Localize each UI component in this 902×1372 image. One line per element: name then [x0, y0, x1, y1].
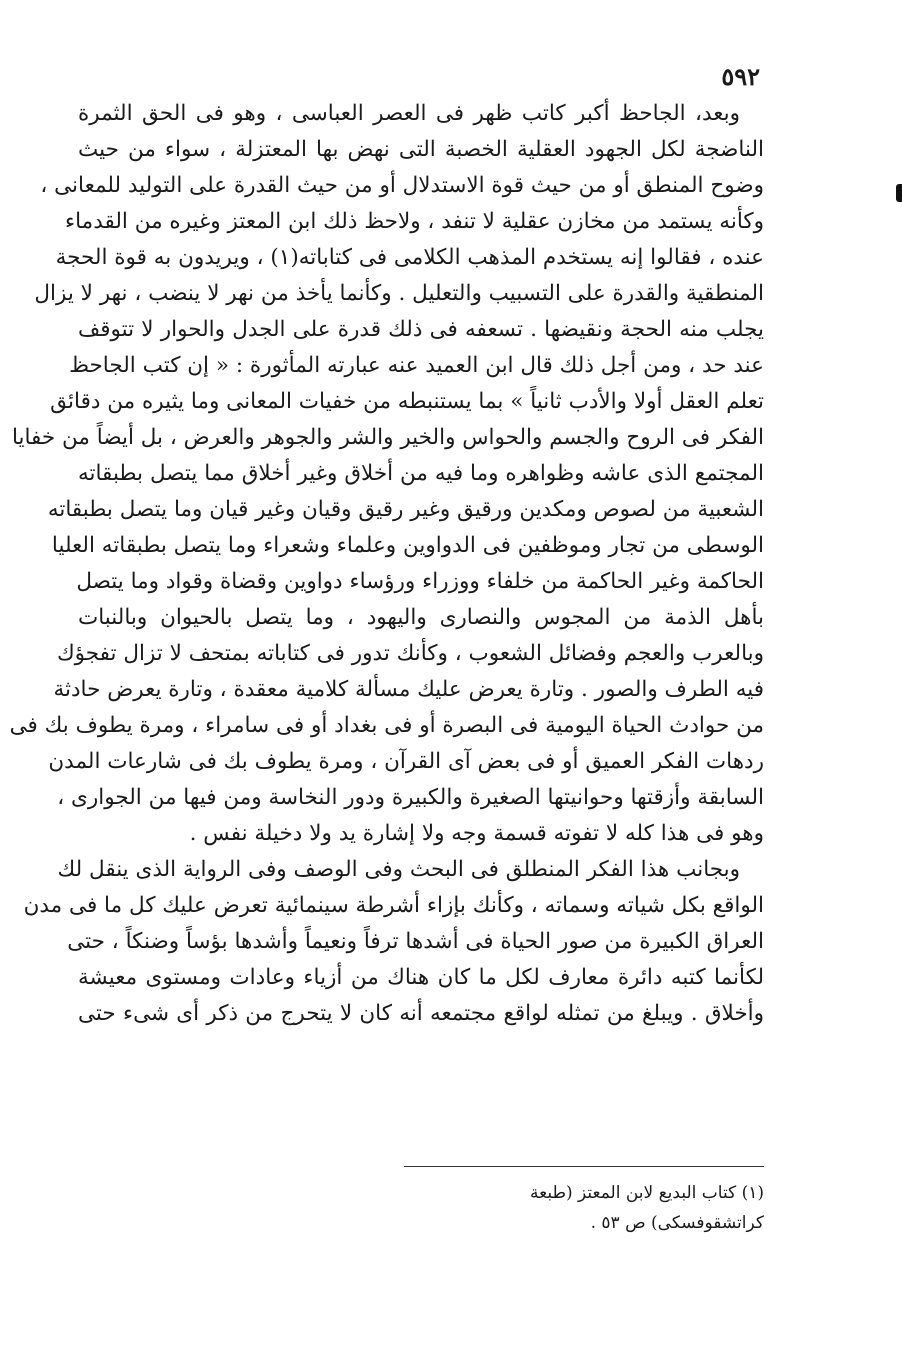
- text-line: العراق الكبيرة من صور الحياة فى أشدها ترفاً ونعيماً وأشدها بؤساً وضنكاً ، حتى: [67, 929, 764, 954]
- text-line: المجتمع الذى عاشه وظواهره وما فيه من أخلاق وغير أخلاق مما يتصل بطبقاته: [78, 461, 764, 486]
- footnote-line: كراتشقوفسكى) ص ٥٣ .: [590, 1213, 764, 1233]
- footnotes: [364, 1178, 764, 1238]
- text-line: يجلب منه الحجة ونقيضها . تسعفه فى ذلك قدرة على الجدل والحوار لا تتوقف: [78, 317, 764, 342]
- text-line: الواقع بكل شياته وسماته ، وكأنك بإزاء أشرطة سينمائية تعرض عليك كل ما فى مدن: [23, 893, 764, 918]
- text-line: بأهل الذمة من المجوس والنصارى واليهود ، وما يتصل بالحيوان وبالنبات: [78, 605, 764, 630]
- text-line: وكأنه يستمد من مخازن عقلية لا تنفد ، ولاحظ ذلك ابن المعتز وغيره من القدماء: [65, 209, 764, 234]
- text-line: وبجانب هذا الفكر المنطلق فى البحث وفى الوصف وفى الرواية الذى ينقل لك: [57, 857, 740, 882]
- text-line: الحاكمة وغير الحاكمة من خلفاء ووزراء ورؤساء دواوين وقضاة وقواد وما يتصل: [76, 569, 764, 594]
- footnote-line: (١) كتاب البديع لابن المعتز (طبعة: [530, 1183, 764, 1203]
- page-number: ٥٩٢: [721, 62, 760, 91]
- text-line: وبعد، الجاحظ أكبر كاتب ظهر فى العصر العباسى ، وهو فى الحق الثمرة: [78, 101, 740, 126]
- scan-edge-mark: [896, 184, 902, 202]
- text-line: الوسطى من تجار وموظفين فى الدواوين وعلماء وشعراء وما يتصل بطبقاته العليا: [51, 533, 764, 558]
- text-line: عند حد ، ومن أجل ذلك قال ابن العميد عنه عبارته المأثورة : « إن كتب الجاحظ: [69, 353, 764, 378]
- text-line: ردهات الفكر العميق أو فى بعض آى القرآن ، ومرة يطوف بك فى شارعات المدن: [48, 749, 764, 774]
- body-text: [9, 96, 764, 1032]
- text-line: المنطقية والقدرة على التسبيب والتعليل . وكأنما يأخذ من نهر لا ينضب ، نهر لا يزال: [34, 281, 764, 306]
- text-line: لكأنما كتبه دائرة معارف لكل ما كان هناك من أزياء وعادات ومستوى معيشة: [78, 965, 764, 990]
- text-line: الفكر فى الروح والجسم والحواس والخير والشر والجوهر والعرض ، بل أيضاً من خفايا: [11, 425, 764, 450]
- text-line: وبالعرب والعجم وفضائل الشعوب ، وكأنك تدور فى كتاباته بمتحف لا تزال تفجؤك: [56, 641, 764, 666]
- text-line: السابقة وأزقتها وحوانيتها الصغيرة والكبيرة ودور النخاسة ومن فيها من الجوارى ،: [57, 785, 764, 810]
- text-line: الناضجة لكل الجهود العقلية الخصبة التى نهض بها المعتزلة ، سواء من حيث: [78, 137, 764, 162]
- text-line: وهو فى هذا كله لا تفوته قسمة وجه ولا إشارة يد ولا دخيلة نفس .: [189, 821, 764, 846]
- text-line: وضوح المنطق أو من حيث قوة الاستدلال أو من حيث القدرة على التوليد للمعانى ،: [40, 173, 764, 198]
- text-line: وأخلاق . ويبلغ من تمثله لواقع مجتمعه أنه كان لا يتحرج من ذكر أى شىء حتى: [78, 1001, 764, 1026]
- text-line: تعلم العقل أولا والأدب ثانياً » بما يستنبطه من خفيات المعانى وما يثيره من دقائق: [50, 389, 764, 414]
- text-line: من حوادث الحياة اليومية فى البصرة أو فى بغداد أو فى سامراء ، ومرة يطوف بك فى: [9, 713, 764, 738]
- text-line: عنده ، فقالوا إنه يستخدم المذهب الكلامى فى كتاباته(١) ، ويريدون به قوة الحجة: [55, 245, 764, 270]
- footnote-separator: [404, 1166, 764, 1167]
- text-line: فيه الطرف والصور . وتارة يعرض عليك مسألة كلامية معقدة ، وتارة يعرض حادثة: [53, 677, 764, 702]
- text-line: الشعبية من لصوص ومكدين ورقيق وغير رقيق وقيان وغير قيان وما يتصل بطبقاته: [47, 497, 764, 522]
